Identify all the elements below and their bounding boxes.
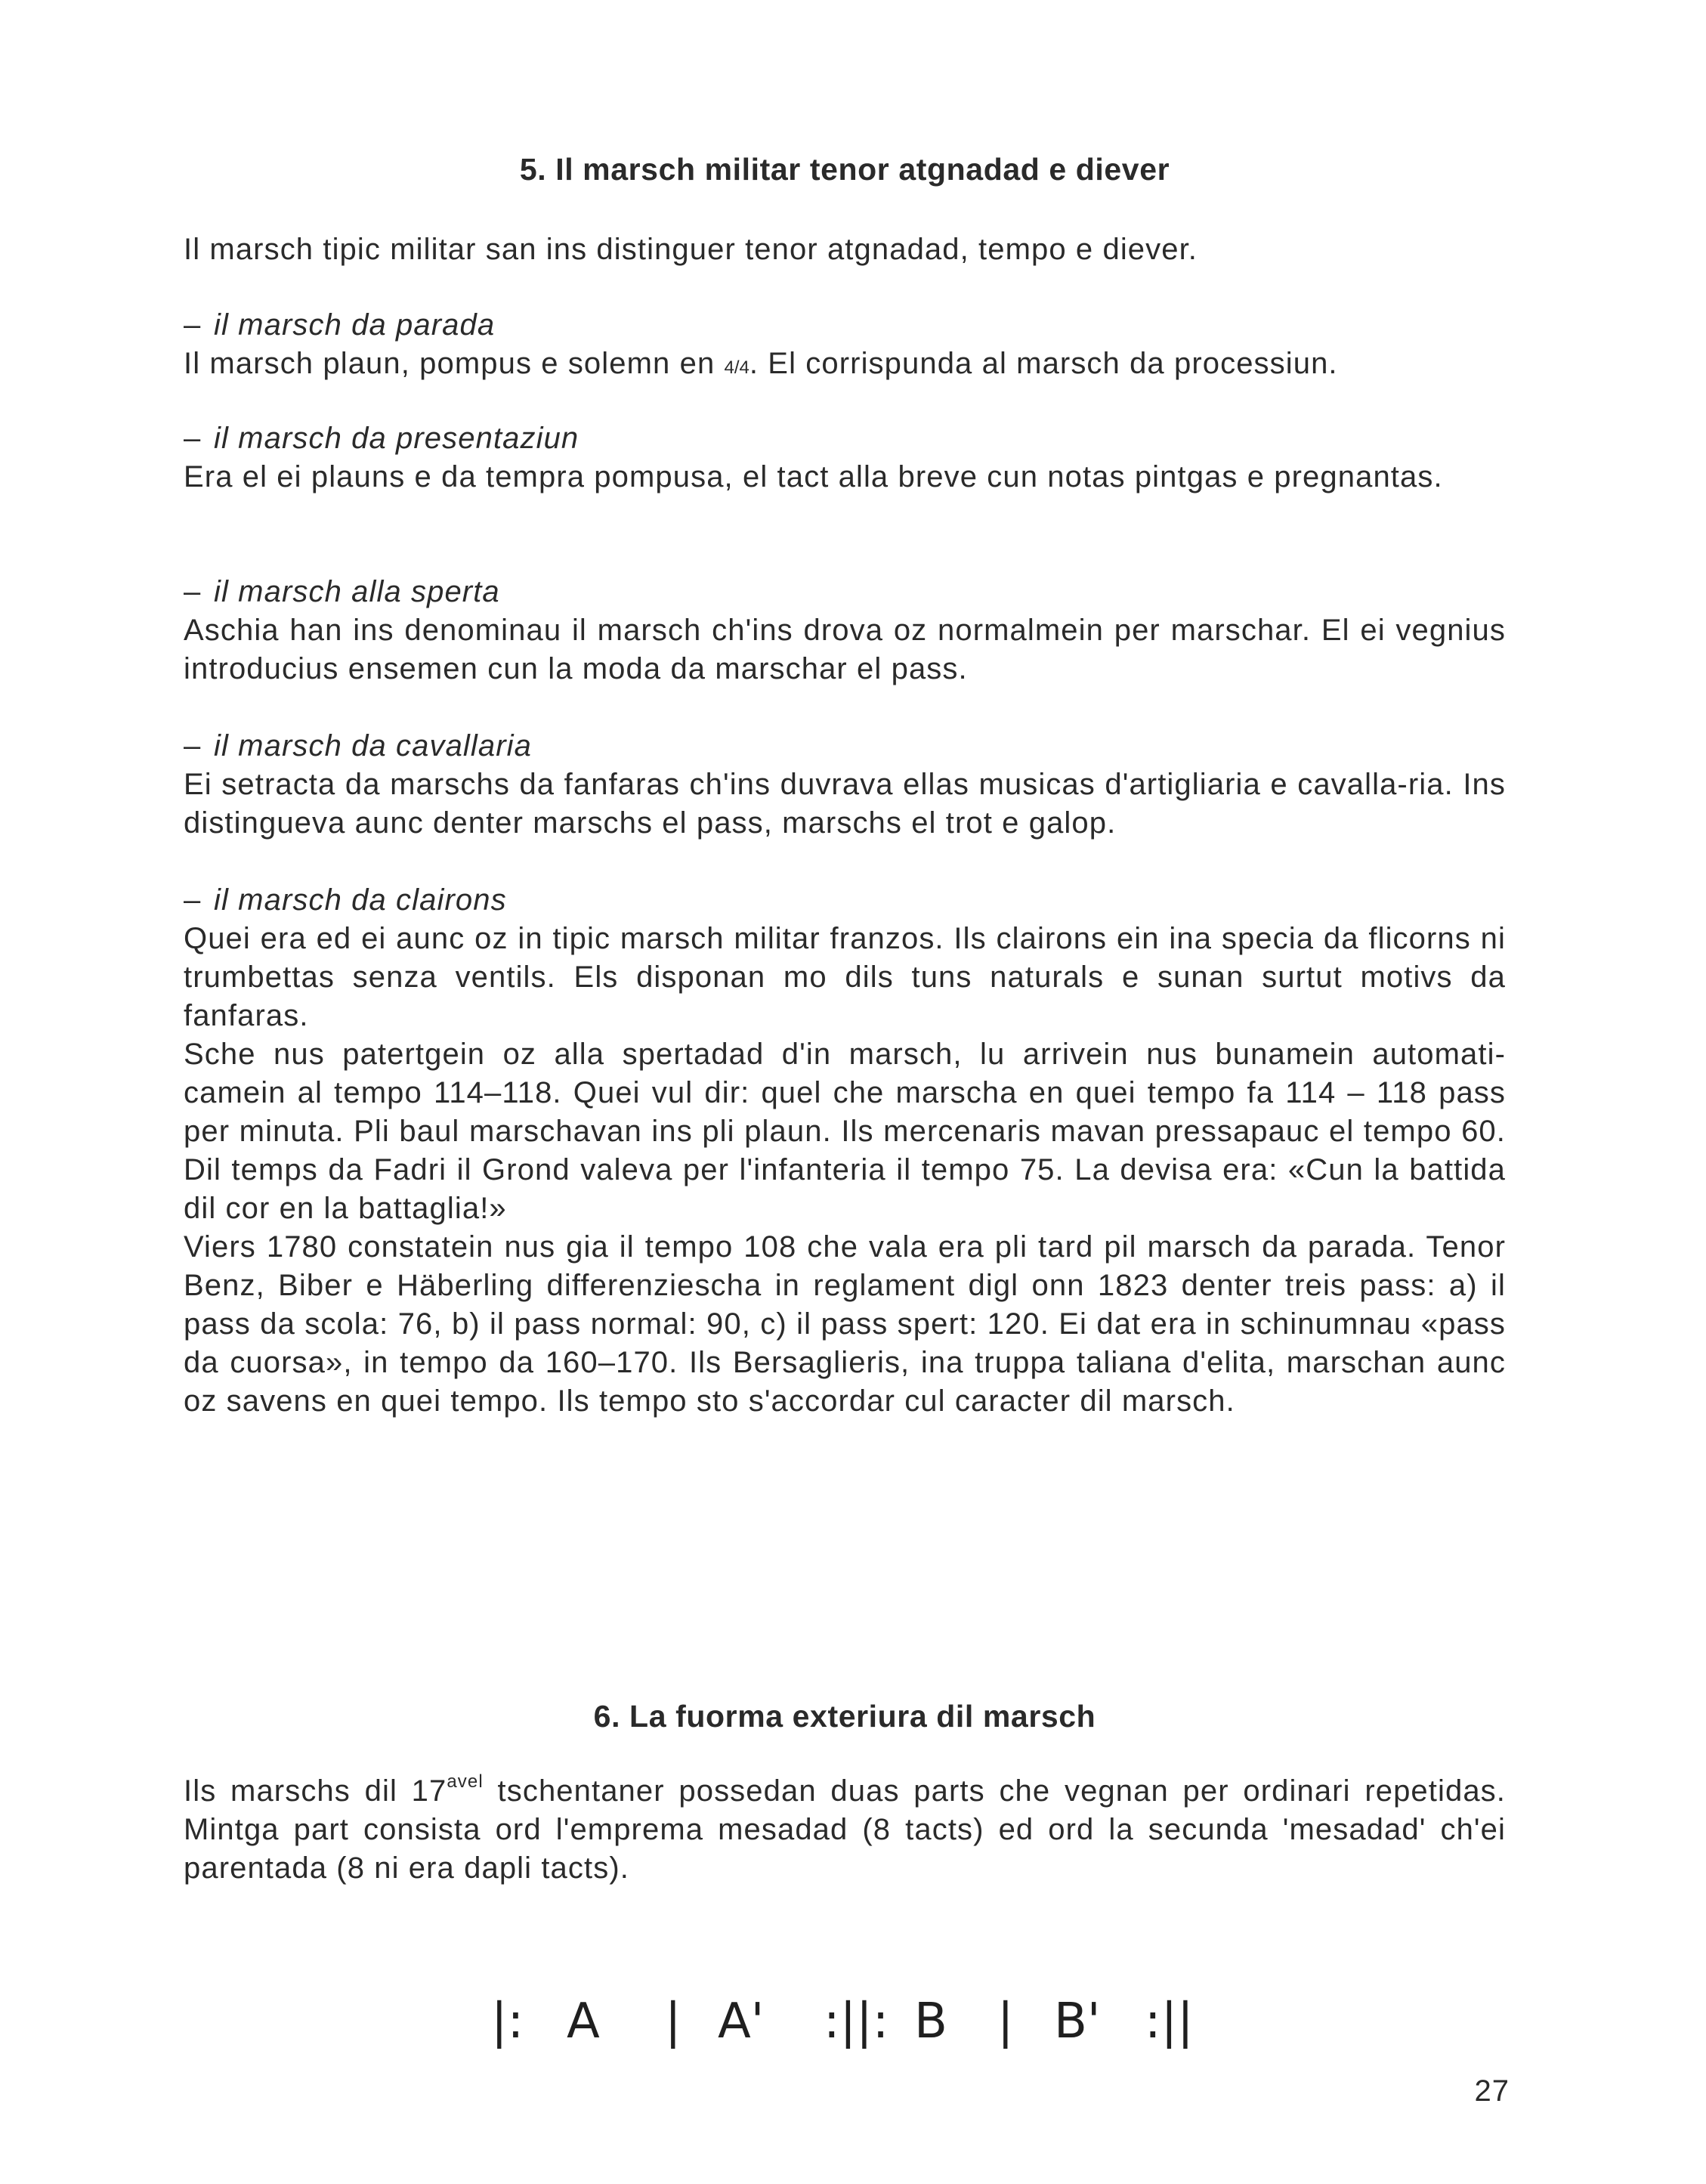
dash: – bbox=[184, 729, 202, 763]
list-item-text: Ei setracta da marschs da fanfaras ch'ins duvrava ellas musicas d'artigliaria e cavalla-ria. Ins distingueva aunc denter marschs el pass, marschs el trot e galop. bbox=[184, 768, 1506, 840]
section-5-intro: Il marsch tipic militar san ins distinguer tenor atgnadad, tempo e diever. bbox=[184, 233, 1198, 266]
list-item-title bbox=[184, 573, 1506, 611]
page-number: 27 bbox=[1474, 2074, 1510, 2108]
section-6-text-after: tschentaner possedan duas parts che vegnan per ordinari repetidas. Mintga part consista ord l'emprema mesadad (8 tacts) ed ord la secunda 'mesadad' ch'ei parentada (8 ni era dapli tacts). bbox=[184, 1774, 1506, 1885]
item-text-after: . El corrispunda al marsch da processiun. bbox=[749, 347, 1338, 380]
list-item-alla-sperta bbox=[184, 573, 1506, 688]
form-part-b: B bbox=[914, 1994, 947, 2049]
list-item-text: Era el ei plauns e da tempra pompusa, el tact alla breve cun notas pintgas e pregnantas. bbox=[184, 460, 1443, 493]
form-part-a: A bbox=[567, 1994, 600, 2049]
list-item-title bbox=[184, 306, 1506, 345]
list-item-clairons bbox=[184, 881, 1506, 1035]
bar-line-symbol: | bbox=[997, 1994, 1014, 2049]
item-title-text: il marsch da clairons bbox=[214, 883, 507, 917]
paragraph-tempo: Sche nus patertgein oz alla spertadad d'in marsch, lu arrivein nus bunamein automati-camein al tempo 114–118. Quei vul dir: quel che marscha en quei tempo fa 114 – 118 pass per minuta. Pli baul marschavan ins pli plaun. Ils mercenaris mavan pressapauc el tempo 60. Dil temps da Fadri il Grond valeva per l'infanteria il tempo 75. La devisa era: «Cun la battida dil cor en la battaglia!» bbox=[184, 1038, 1506, 1225]
list-item-title bbox=[184, 419, 1506, 458]
dash: – bbox=[184, 883, 202, 917]
section-5-heading: 5. Il marsch militar tenor atgnadad e diever bbox=[519, 152, 1170, 187]
item-text-before: Il marsch plaun, pompus e solemn en bbox=[184, 347, 725, 380]
time-signature: 4/4 bbox=[724, 357, 749, 378]
item-title-text: il marsch da cavallaria bbox=[214, 729, 533, 763]
dash: – bbox=[184, 575, 202, 608]
list-item-parada bbox=[184, 306, 1506, 387]
ordinal-superscript: avel bbox=[447, 1771, 484, 1792]
section-6-heading: 6. La fuorma exteriura dil marsch bbox=[593, 1699, 1096, 1734]
dash: – bbox=[184, 422, 202, 455]
list-item-presentaziun bbox=[184, 419, 1506, 497]
bar-line-symbol: | bbox=[665, 1994, 681, 2049]
dash: – bbox=[184, 308, 202, 342]
list-item-cavallaria bbox=[184, 727, 1506, 843]
list-item-title bbox=[184, 727, 1506, 766]
list-item-text bbox=[184, 345, 1506, 387]
item-title-text: il marsch alla sperta bbox=[214, 575, 500, 608]
section-6-paragraph bbox=[184, 1772, 1506, 1888]
item-title-text: il marsch da presentaziun bbox=[214, 422, 579, 455]
march-form-diagram bbox=[491, 1980, 1209, 2063]
list-item-title bbox=[184, 881, 1506, 920]
form-part-b-prime: B' bbox=[1054, 1994, 1101, 2049]
repeat-end-symbol: :|| bbox=[1145, 1994, 1194, 2049]
form-part-a-prime: A' bbox=[718, 1994, 765, 2049]
item-title-text: il marsch da parada bbox=[214, 308, 496, 342]
paragraph-history: Viers 1780 constatein nus gia il tempo 108 che vala era pli tard pil marsch da parada. Tenor Benz, Biber e Häberling differenziescha in reglament digl onn 1823 denter treis pass: a) il pass da scola: 76, b) il pass normal: 90, c) il pass spert: 120. Ei dat era in schinumnau «pass da cuorsa», in tempo da 160–170. Ils Bersaglieris, ina truppa taliana d'elita, marschan aunc oz savens en quei tempo. Ils tempo sto s'accordar cul caracter dil marsch. bbox=[184, 1230, 1506, 1418]
repeat-start-symbol: |: bbox=[491, 1994, 524, 2049]
section-6-text-before: Ils marschs dil 17 bbox=[184, 1774, 447, 1808]
list-item-text: Quei era ed ei aunc oz in tipic marsch militar franzos. Ils clairons ein ina specia da flicorns ni trumbettas senza ventils. Els disponan mo dils tuns naturals e sunan surtut motivs da fanfaras. bbox=[184, 922, 1506, 1032]
list-item-text: Aschia han ins denominau il marsch ch'ins drova oz normalmein per marschar. El ei vegnius introducius ensemen cun la moda da marschar el pass. bbox=[184, 614, 1506, 685]
repeat-double-symbol: :||: bbox=[824, 1994, 889, 2049]
